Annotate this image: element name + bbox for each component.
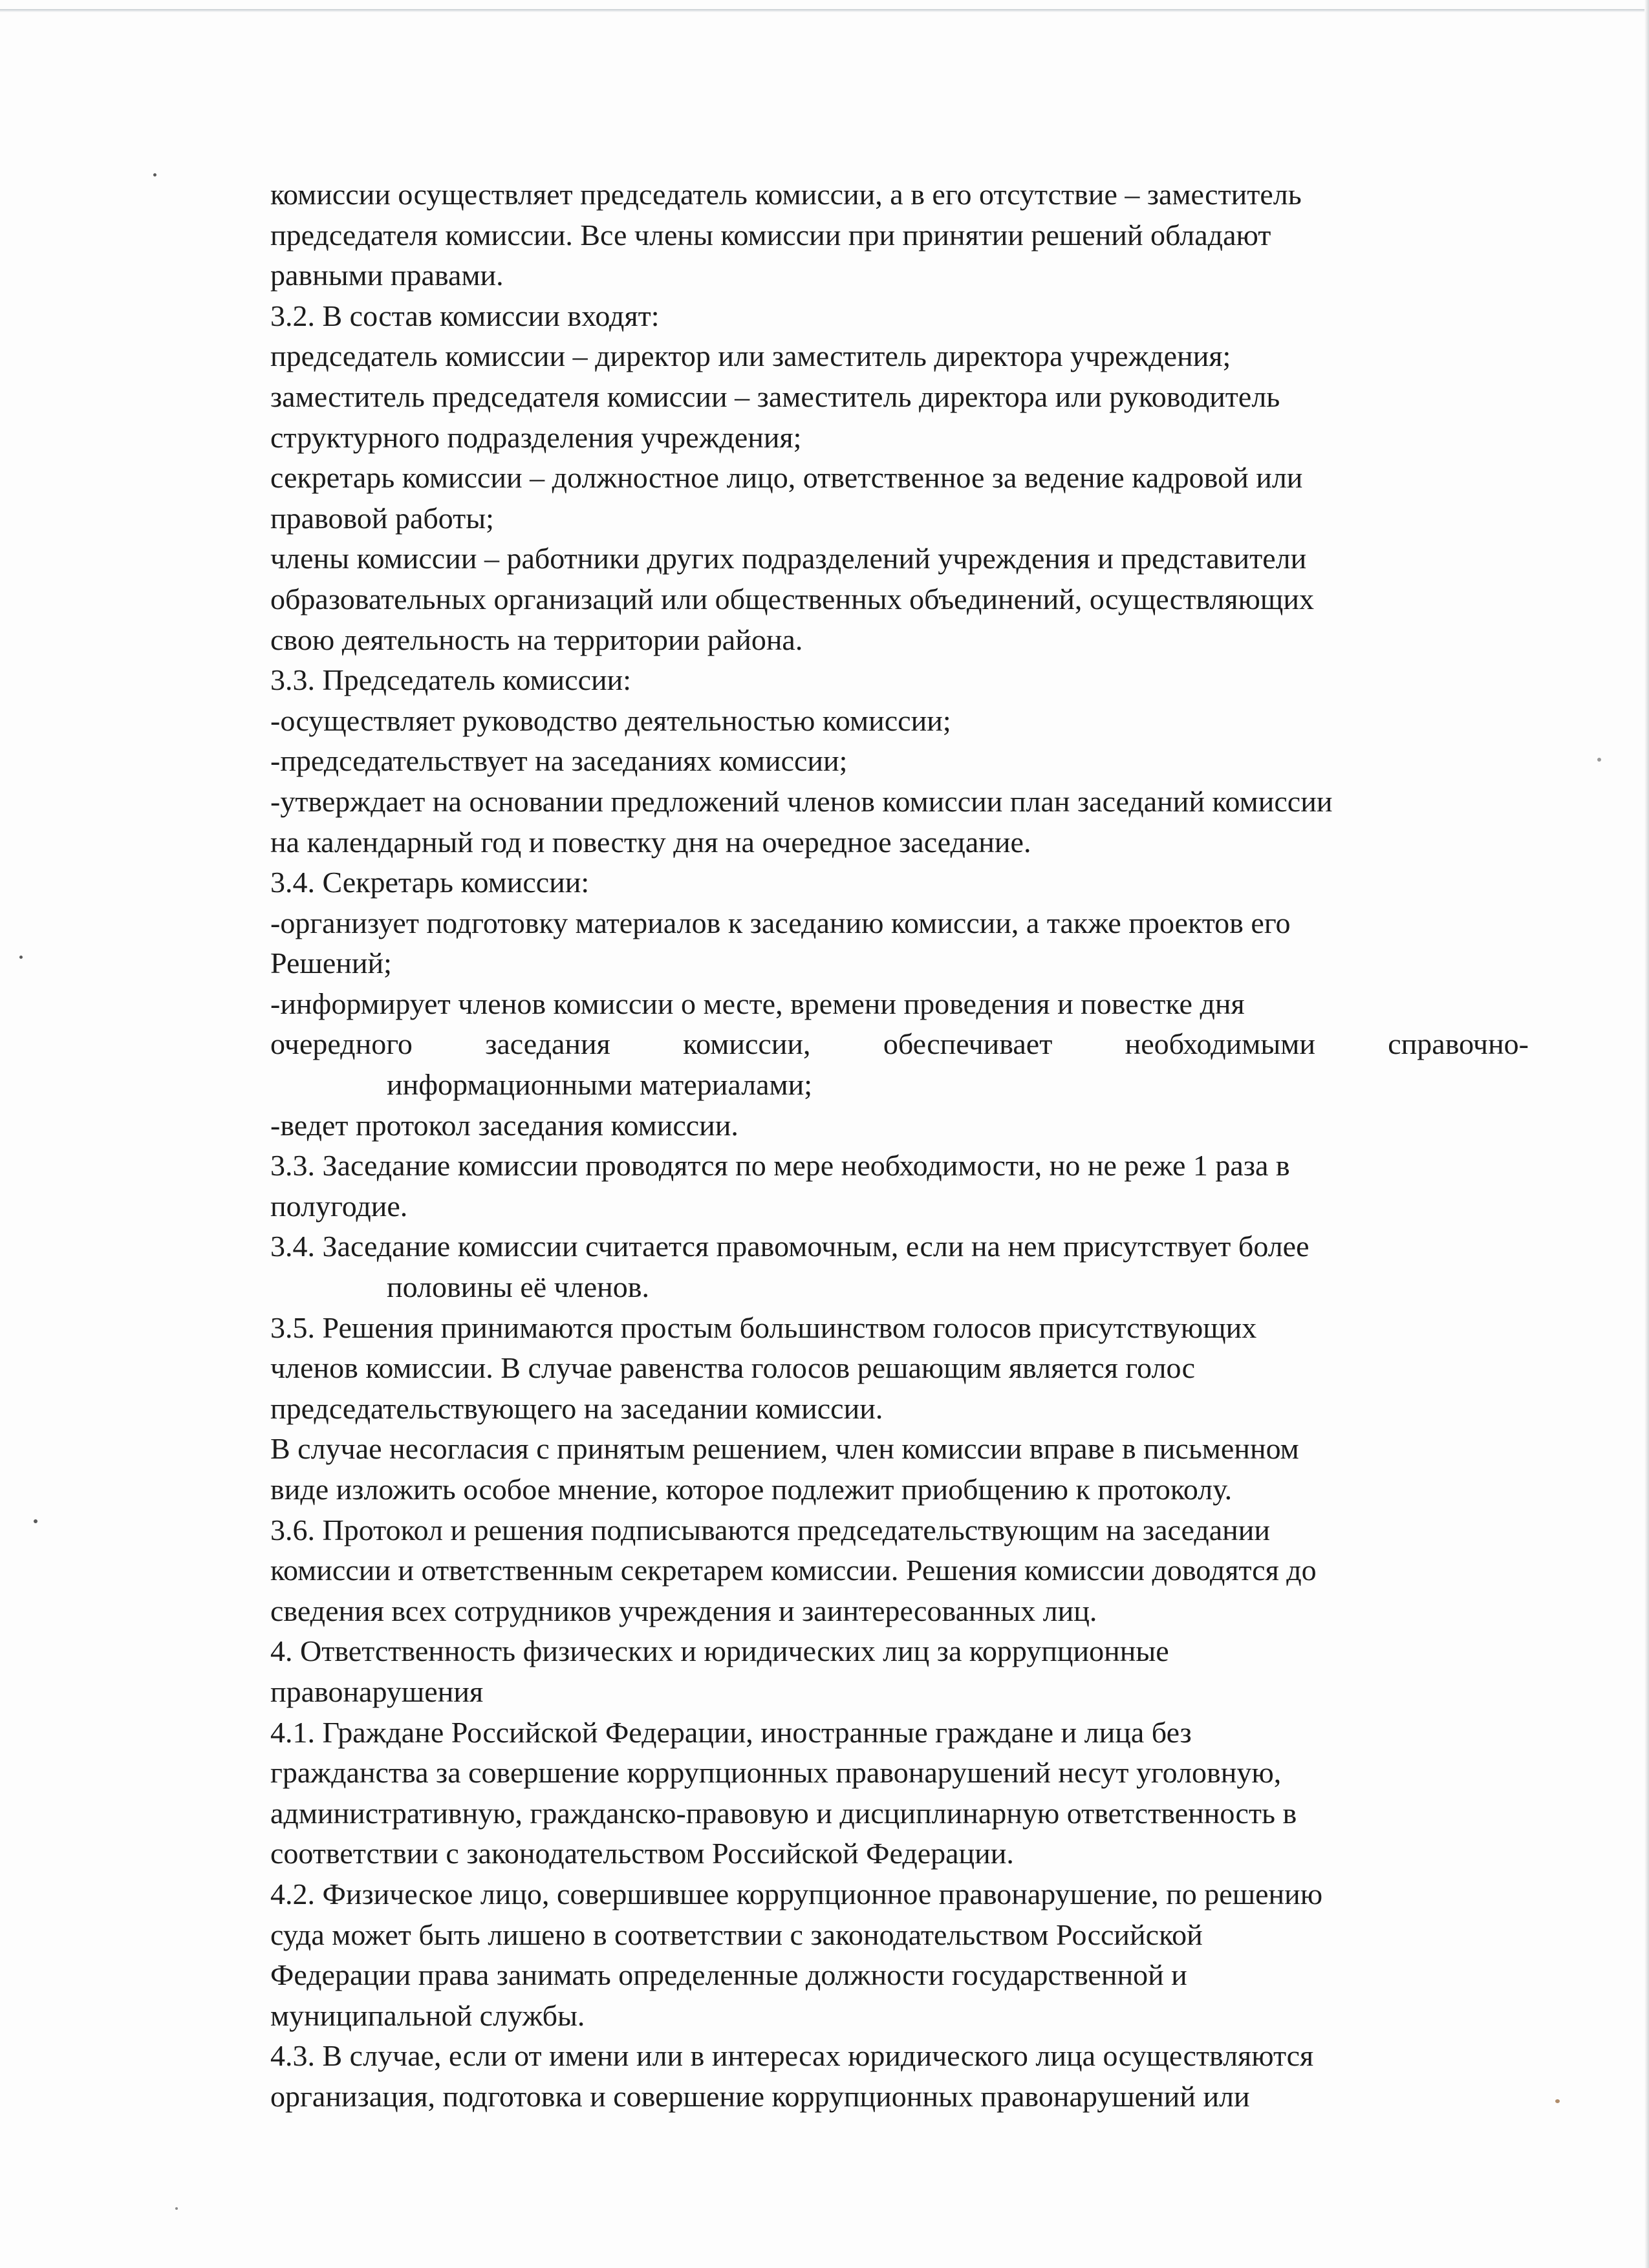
text-line: равными правами. <box>270 259 504 292</box>
text-line: сведения всех сотрудников учреждения и заинтересованных лиц. <box>270 1594 1097 1627</box>
text-line: структурного подразделения учреждения; <box>270 420 802 454</box>
text-line: председательствующего на заседании комиссии. <box>270 1391 883 1425</box>
section-heading: 4.3. В случае, если от имени или в интересах юридического лица осуществляются <box>270 2039 1314 2073</box>
scan-right-edge <box>1644 0 1649 2268</box>
scan-speck <box>34 1519 38 1523</box>
scan-speck <box>19 956 23 959</box>
text-line: комиссии осуществляет председатель комиссии, а в его отсутствие – заместитель <box>270 178 1302 211</box>
text-line: суда может быть лишено в соответствии с законодательством Российской <box>270 1918 1203 1951</box>
text-line: соответствии с законодательством Российской Федерации. <box>270 1837 1014 1870</box>
text-line: гражданства за совершение коррупционных правонарушений несут уголовную, <box>270 1756 1282 1790</box>
text-line: полугодие. <box>270 1189 408 1223</box>
section-heading: 3.4. Секретарь комиссии: <box>270 866 590 899</box>
section-heading: 3.5. Решения принимаются простым большинством голосов присутствующих <box>270 1311 1257 1344</box>
scan-top-edge <box>0 9 1649 12</box>
section-heading: 4.2. Физическое лицо, совершившее коррупционное правонарушение, по решению <box>270 1877 1323 1910</box>
list-item: -председательствует на заседаниях комиссии; <box>270 744 848 778</box>
list-item: -организует подготовку материалов к заседанию комиссии, а также проектов его <box>270 906 1291 939</box>
list-item: -ведет протокол заседания комиссии. <box>270 1108 738 1142</box>
section-heading: 3.6. Протокол и решения подписываются председательствующим на заседании <box>270 1513 1270 1546</box>
list-item: -осуществляет руководство деятельностью комиссии; <box>270 703 951 737</box>
text-line: Решений; <box>270 947 392 980</box>
text-line: секретарь комиссии – должностное лицо, ответственное за ведение кадровой или <box>270 461 1303 495</box>
text-line: муниципальной службы. <box>270 1998 585 2032</box>
list-item: -информирует членов комиссии о месте, времени проведения и повестке дня <box>270 987 1245 1020</box>
text-line: членов комиссии. В случае равенства голосов решающим является голос <box>270 1351 1196 1385</box>
text-line: заместитель председателя комиссии – заместитель директора или руководитель <box>270 380 1280 413</box>
text-line: административную, гражданско-правовую и дисциплинарную ответственность в <box>270 1796 1297 1830</box>
text-line: на календарный год и повестку дня на очередное заседание. <box>270 825 1031 859</box>
text-line: Федерации права занимать определенные должности государственной и <box>270 1958 1187 1992</box>
text-line: комиссии и ответственным секретарем комиссии. Решения комиссии доводятся до <box>270 1554 1317 1587</box>
section-heading: 3.3. Председатель комиссии: <box>270 663 632 697</box>
text-line: образовательных организаций или общественных объединений, осуществляющих <box>270 582 1314 615</box>
text-line: очередного заседания комиссии, обеспечивает необходимыми справочно- <box>270 1027 1529 1061</box>
text-line: виде изложить особое мнение, которое подлежит приобщению к протоколу. <box>270 1473 1233 1506</box>
text-line: информационными материалами; <box>387 1068 813 1102</box>
text-line: свою деятельность на территории района. <box>270 623 803 656</box>
section-heading: 4.1. Граждане Российской Федерации, иностранные граждане и лица без <box>270 1715 1192 1749</box>
text-line: председателя комиссии. Все члены комиссии при принятии решений обладают <box>270 218 1271 251</box>
scan-speck <box>175 2207 178 2210</box>
scan-speck <box>1597 758 1601 762</box>
scan-speck <box>153 173 156 177</box>
text-line: председатель комиссии – директор или заместитель директора учреждения; <box>270 339 1231 373</box>
section-heading: 3.2. В состав комиссии входят: <box>270 299 660 332</box>
text-line: правонарушения <box>270 1674 484 1708</box>
document-body <box>270 175 1529 2117</box>
text-line: организация, подготовка и совершение коррупционных правонарушений или <box>270 2079 1250 2113</box>
section-heading: 4. Ответственность физических и юридических лиц за коррупционные <box>270 1634 1169 1668</box>
text-line: правовой работы; <box>270 501 494 535</box>
section-heading: 3.3. Заседание комиссии проводятся по мере необходимости, но не реже 1 раза в <box>270 1149 1290 1182</box>
text-line: члены комиссии – работники других подразделений учреждения и представители <box>270 542 1307 575</box>
text-line: В случае несогласия с принятым решением, член комиссии вправе в письменном <box>270 1432 1299 1466</box>
list-item: -утверждает на основании предложений членов комиссии план заседаний комиссии <box>270 784 1333 818</box>
text-line: половины её членов. <box>387 1270 650 1304</box>
scan-speck <box>1555 2099 1560 2103</box>
section-heading: 3.4. Заседание комиссии считается правомочным, если на нем присутствует более <box>270 1230 1310 1263</box>
